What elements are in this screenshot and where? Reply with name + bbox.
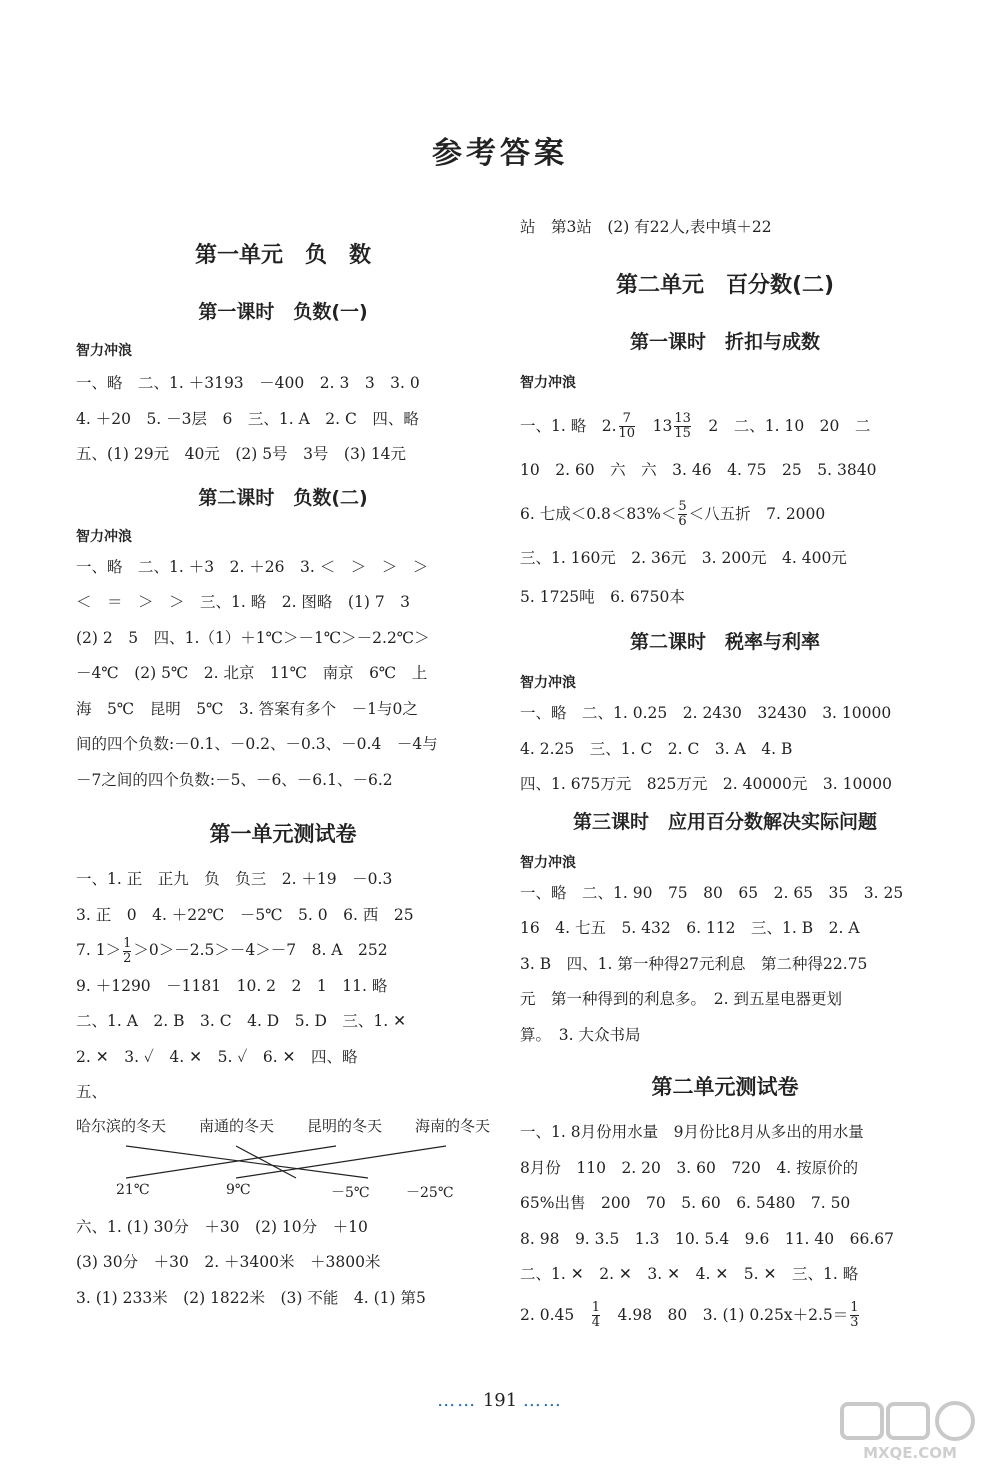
answer-line: 二、1. ✕ 2. ✕ 3. ✕ 4. ✕ 5. ✕ 三、1. 略 (520, 1265, 859, 1283)
answer-line: 四、1. 675万元 825万元 2. 40000元 3. 10000 (520, 775, 892, 793)
temperature-label: －5℃ (331, 1184, 370, 1201)
answer-line: 六、1. (1) 30分 ＋30 (2) 10分 ＋10 (76, 1217, 368, 1236)
fraction (850, 1301, 858, 1330)
test1-title: 第一单元测试卷 (209, 822, 357, 846)
answer-text: 6. 七成＜0.8＜83%＜ (520, 504, 677, 523)
answer-line: 10 2. 60 六 六 3. 46 4. 75 25 5. 3840 (520, 460, 877, 479)
answer-line: 五、(1) 29元 40元 (2) 5号 3号 (3) 14元 (76, 445, 407, 463)
temperature-row (76, 1182, 490, 1204)
unit2-title: 第二单元 百分数(二) (615, 272, 835, 298)
answer-line (520, 1293, 930, 1337)
footer-dots-left: …… (437, 1390, 478, 1411)
temperature-label: －25℃ (406, 1184, 454, 1201)
answer-line (76, 933, 490, 969)
city-label: 昆明的冬天 (306, 1116, 382, 1135)
right-column (520, 210, 930, 1337)
answer-line: 一、略 二、1. 90 75 80 65 2. 65 35 3. 25 (520, 883, 904, 902)
matching-lines (76, 1136, 490, 1182)
answer-text: 4.98 80 3. (1) 0.25x＋2.5＝ (617, 1305, 849, 1324)
fraction-denominator: 4 (591, 1315, 601, 1330)
page-title: 参考答案 (432, 136, 568, 171)
answer-line: 8月份 110 2. 20 3. 60 720 4. 按原价的 (520, 1158, 859, 1177)
answer-line: 间的四个负数:－0.1、－0.2、－0.3、－0.4 －4与 (76, 735, 438, 753)
page-number: 191 (482, 1390, 518, 1411)
temperature-label: 9℃ (226, 1181, 251, 1198)
left-column (76, 210, 490, 1316)
answer-line: 3. (1) 233米 (2) 1822米 (3) 不能 4. (1) 第5 (76, 1288, 426, 1307)
fraction-numerator: 5 (678, 499, 687, 514)
city-row (76, 1115, 490, 1136)
answer-line: ＜ ＝ ＞ ＞ 三、1. 略 2. 图略 (1) 7 3 (76, 593, 411, 611)
lesson-discount-title: 第一课时 折扣与成数 (629, 330, 820, 353)
fraction-denominator: 3 (850, 1315, 859, 1330)
answer-line: 一、略 二、1. ＋3193 －400 2. 3 3 3. 0 (76, 374, 420, 392)
answer-line: 一、略 二、1. 0.25 2. 2430 32430 3. 10000 (520, 704, 892, 722)
answer-line: 4. 2.25 三、1. C 2. C 3. A 4. B (520, 739, 793, 758)
answer-line: 站 第3站 (2) 有22人,表中填＋22 (520, 218, 772, 236)
answer-line: 2. ✕ 3. ✓ 4. ✕ 5. ✓ 6. ✕ 四、略 (76, 1047, 358, 1066)
fraction (592, 1301, 600, 1330)
answer-line: (3) 30分 ＋30 2. ＋3400米 ＋3800米 (76, 1253, 381, 1271)
watermark-logo (840, 1400, 980, 1462)
answer-line: 5. 1725吨 6. 6750本 (520, 587, 685, 606)
fraction-denominator: 10 (618, 426, 636, 441)
lesson-discount-subtitle: 智力冲浪 (520, 374, 576, 391)
answer-line (520, 492, 930, 536)
answer-line: 3. B 四、1. 第一种得27元利息 第二种得22.75 (520, 954, 868, 973)
lesson1-subtitle: 智力冲浪 (76, 343, 132, 359)
city-label: 海南的冬天 (414, 1116, 490, 1135)
match-line (126, 1146, 368, 1178)
answer-line: 算。 3. 大众书局 (520, 1025, 641, 1044)
answer-line: 三、1. 160元 2. 36元 3. 200元 4. 400元 (520, 548, 847, 567)
lesson-tax-title: 第二课时 税率与利率 (629, 631, 820, 653)
answer-line: 五、 (76, 1083, 108, 1101)
fraction-denominator: 15 (674, 426, 691, 441)
fraction-numerator: 1 (850, 1300, 859, 1315)
fraction-numerator: 1 (123, 935, 132, 951)
answer-text: ＜八五折 7. 2000 (688, 504, 826, 523)
lesson-tax-subtitle: 智力冲浪 (520, 675, 576, 691)
answer-line: 3. 正 0 4. ＋22℃ －5℃ 5. 0 6. 西 25 (76, 905, 414, 924)
fraction (123, 937, 131, 966)
fraction-denominator: 6 (678, 514, 687, 529)
lesson-application-subtitle: 智力冲浪 (520, 854, 576, 871)
match-line (126, 1146, 336, 1178)
answer-text: 2. 0.45 (520, 1305, 575, 1324)
temperature-label: 21℃ (116, 1181, 150, 1198)
fraction (619, 412, 636, 441)
answer-line: 一、1. 8月份用水量 9月份比8月从多出的用水量 (520, 1123, 864, 1141)
answer-text: 13 (652, 416, 673, 435)
lesson-application-title: 第三课时 应用百分数解决实际问题 (572, 810, 877, 833)
fraction-numerator: 7 (622, 411, 631, 426)
lesson2-subtitle: 智力冲浪 (76, 528, 132, 545)
answer-line: 65%出售 200 70 5. 60 6. 5480 7. 50 (520, 1194, 851, 1212)
answer-line (520, 404, 930, 448)
answer-line: 4. ＋20 5. －3层 6 三、1. A 2. C 四、略 (76, 409, 419, 428)
answer-line: (2) 2 5 四、1.（1）＋1℃＞－1℃＞－2.2℃＞ (76, 628, 430, 647)
footer-dots-right: …… (522, 1390, 563, 1411)
fraction (678, 500, 686, 529)
test2-title: 第二单元测试卷 (651, 1075, 799, 1099)
fraction-denominator: 2 (123, 950, 132, 966)
fraction-numerator: 13 (674, 411, 691, 426)
answer-text: 2 二、1. 10 20 二 (708, 416, 871, 435)
fraction (674, 412, 691, 441)
city-label: 哈尔滨的冬天 (76, 1116, 167, 1135)
answer-line: 元 第一种得到的利息多。 2. 到五星电器更划 (520, 990, 842, 1008)
answer-text: 7. 1＞ (76, 941, 122, 959)
lesson2-title: 第二课时 负数(二) (198, 486, 368, 509)
answer-line: 一、略 二、1. ＋3 2. ＋26 3. ＜ ＞ ＞ ＞ (76, 557, 429, 576)
answer-text: ＞0＞－2.5＞－4＞－7 8. A 252 (133, 941, 388, 959)
answer-line: 8. 98 9. 3.5 1.3 10. 5.4 9.6 11. 40 66.67 (520, 1229, 895, 1248)
answer-line: 海 5℃ 昆明 5℃ 3. 答案有多个 －1与0之 (76, 699, 418, 718)
match-line (236, 1146, 446, 1178)
answer-line: －4℃ (2) 5℃ 2. 北京 11℃ 南京 6℃ 上 (76, 664, 428, 682)
answer-line: 一、1. 正 正九 负 负三 2. ＋19 －0.3 (76, 870, 393, 888)
answer-line: 二、1. A 2. B 3. C 4. D 5. D 三、1. ✕ (76, 1012, 407, 1030)
answer-line: 16 4. 七五 5. 432 6. 112 三、1. B 2. A (520, 919, 860, 937)
city-label: 南通的冬天 (198, 1116, 274, 1135)
answer-line: 9. ＋1290 －1181 10. 2 2 1 11. 略 (76, 976, 388, 995)
lesson1-title: 第一课时 负数(一) (198, 301, 368, 323)
unit1-title: 第一单元 负 数 (194, 243, 371, 268)
answer-text: 一、1. 略 2. (520, 416, 617, 435)
answer-line: －7之间的四个负数:－5、－6、－6.1、－6.2 (76, 770, 393, 789)
fraction-numerator: 1 (591, 1300, 601, 1315)
watermark-text: MXQE.COM (863, 1444, 957, 1462)
